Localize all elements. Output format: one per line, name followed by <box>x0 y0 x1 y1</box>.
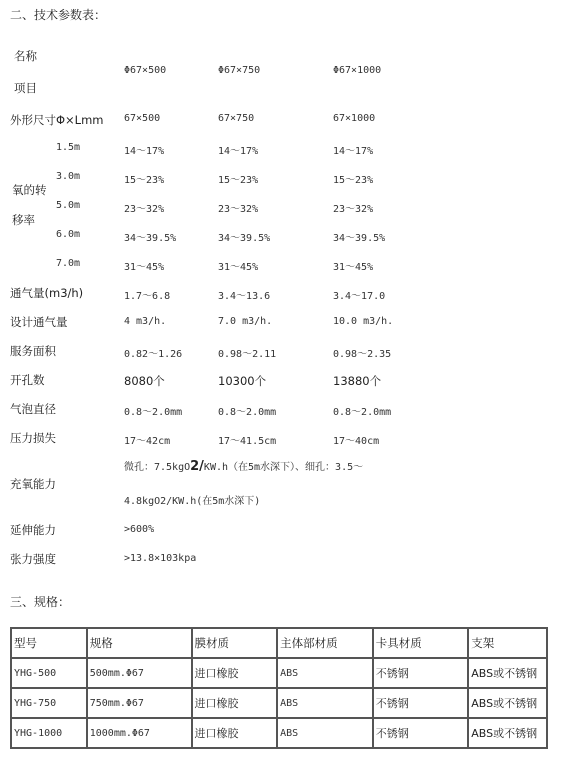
elongation-label: 延伸能力 <box>10 523 56 537</box>
spec-cell: YHG-750 <box>11 688 87 718</box>
spec-cell: 500mm.Φ67 <box>87 658 192 688</box>
spec-header-cell: 支架 <box>468 628 547 658</box>
spec-cell: ABS或不锈钢 <box>468 718 547 748</box>
param-value: 3.4～13.6 <box>218 291 271 302</box>
param-value: 10.0 m3/h. <box>333 316 394 327</box>
model-header-750: Φ67×750 <box>218 65 261 76</box>
param-value: 4 m3/h. <box>124 316 167 327</box>
spec-cell: ABS <box>277 688 373 718</box>
depth-label: 1.5m <box>56 142 81 153</box>
table-row <box>11 688 547 718</box>
tensile-label: 张力强度 <box>10 552 56 566</box>
oxygen-value: 34～39.5% <box>333 233 386 244</box>
spec-cell: 1000mm.Φ67 <box>87 718 192 748</box>
oxygen-value: 15～23% <box>124 175 165 186</box>
table-row <box>11 658 547 688</box>
dims-value: 67×1000 <box>333 113 376 124</box>
param-label: 通气量(m3/h) <box>10 286 84 300</box>
param-value: 0.8～2.0mm <box>218 407 277 418</box>
spec-cell: 不锈钢 <box>373 718 469 748</box>
oxygen-value: 31～45% <box>124 262 165 273</box>
oxygen-value: 34～39.5% <box>218 233 271 244</box>
oxygen-value: 34～39.5% <box>124 233 177 244</box>
dims-label: 外形尺寸Φ×Lmm <box>10 113 104 127</box>
param-label: 压力损失 <box>10 431 56 445</box>
elongation-value: >600% <box>124 524 155 535</box>
param-value: 7.0 m3/h. <box>218 316 273 327</box>
dims-value: 67×750 <box>218 113 255 124</box>
spec-cell: 进口橡胶 <box>192 718 278 748</box>
spec-cell: ABS <box>277 658 373 688</box>
oxygen-capacity-line1-c: KW.h（在5m水深下）、细孔：3.5～ <box>203 462 364 473</box>
param-value: 17～42cm <box>124 436 171 447</box>
spec-header-cell: 型号 <box>11 628 87 658</box>
param-label: 服务面积 <box>10 344 56 358</box>
oxygen-value: 23～32% <box>124 204 165 215</box>
oxygen-value: 31～45% <box>333 262 374 273</box>
oxygen-value: 14～17% <box>124 146 165 157</box>
spec-cell: 不锈钢 <box>373 658 469 688</box>
depth-label: 7.0m <box>56 258 81 269</box>
oxygen-capacity-line1 <box>124 458 363 474</box>
oxygen-label-line2: 移率 <box>12 213 35 227</box>
section-2-title: 二、技术参数表： <box>10 8 107 22</box>
depth-label: 5.0m <box>56 200 81 211</box>
param-value: 17～41.5cm <box>218 436 277 447</box>
spec-cell: ABS <box>277 718 373 748</box>
spec-header-cell: 膜材质 <box>192 628 278 658</box>
oxygen-value: 31～45% <box>218 262 259 273</box>
name-label: 名称 <box>14 49 37 63</box>
param-value: 3.4～17.0 <box>333 291 386 302</box>
oxygen-value: 23～32% <box>333 204 374 215</box>
depth-label: 3.0m <box>56 171 81 182</box>
spec-cell: 不锈钢 <box>373 688 469 718</box>
spec-table-header-row <box>11 628 547 658</box>
item-label: 项目 <box>14 81 37 95</box>
param-label: 开孔数 <box>10 373 45 387</box>
spec-cell: ABS或不锈钢 <box>468 688 547 718</box>
oxygen-capacity-line2: 4.8kgO2/KW.h(在5m水深下) <box>124 496 261 507</box>
param-value: 0.82～1.26 <box>124 349 183 360</box>
spec-header-cell: 主体部材质 <box>277 628 373 658</box>
spec-header-cell: 规格 <box>87 628 192 658</box>
param-value: 17～40cm <box>333 436 380 447</box>
param-label: 气泡直径 <box>10 402 56 416</box>
spec-cell: 进口橡胶 <box>192 658 278 688</box>
oxygen-value: 15～23% <box>218 175 259 186</box>
oxygen-value: 15～23% <box>333 175 374 186</box>
param-value: 0.98～2.35 <box>333 349 392 360</box>
param-value: 13880个 <box>333 374 382 388</box>
oxygen-capacity-label: 充氧能力 <box>10 477 56 491</box>
oxygen-label-line1: 氧的转 <box>12 183 47 197</box>
depth-label: 6.0m <box>56 229 81 240</box>
oxygen-value: 14～17% <box>218 146 259 157</box>
param-value: 0.8～2.0mm <box>124 407 183 418</box>
spec-cell: ABS或不锈钢 <box>468 658 547 688</box>
spec-cell: YHG-1000 <box>11 718 87 748</box>
oxygen-value: 23～32% <box>218 204 259 215</box>
dims-value: 67×500 <box>124 113 161 124</box>
spec-header-cell: 卡具材质 <box>373 628 469 658</box>
oxygen-value: 14～17% <box>333 146 374 157</box>
spec-table <box>10 627 548 749</box>
spec-cell: YHG-500 <box>11 658 87 688</box>
spec-cell: 进口橡胶 <box>192 688 278 718</box>
oxygen-capacity-line1-a: 微孔：7.5kgO <box>124 462 191 473</box>
param-value: 0.98～2.11 <box>218 349 277 360</box>
tensile-value: >13.8×103kpa <box>124 553 197 564</box>
param-label: 设计通气量 <box>10 315 68 329</box>
param-value: 1.7～6.8 <box>124 291 171 302</box>
section-3-title: 三、规格： <box>10 595 71 609</box>
table-row <box>11 718 547 748</box>
param-value: 0.8～2.0mm <box>333 407 392 418</box>
param-value: 10300个 <box>218 374 267 388</box>
spec-cell: 750mm.Φ67 <box>87 688 192 718</box>
param-value: 8080个 <box>124 374 165 388</box>
model-header-1000: Φ67×1000 <box>333 65 382 76</box>
oxygen-capacity-line1-b: 2/ <box>190 459 204 474</box>
model-header-500: Φ67×500 <box>124 65 167 76</box>
